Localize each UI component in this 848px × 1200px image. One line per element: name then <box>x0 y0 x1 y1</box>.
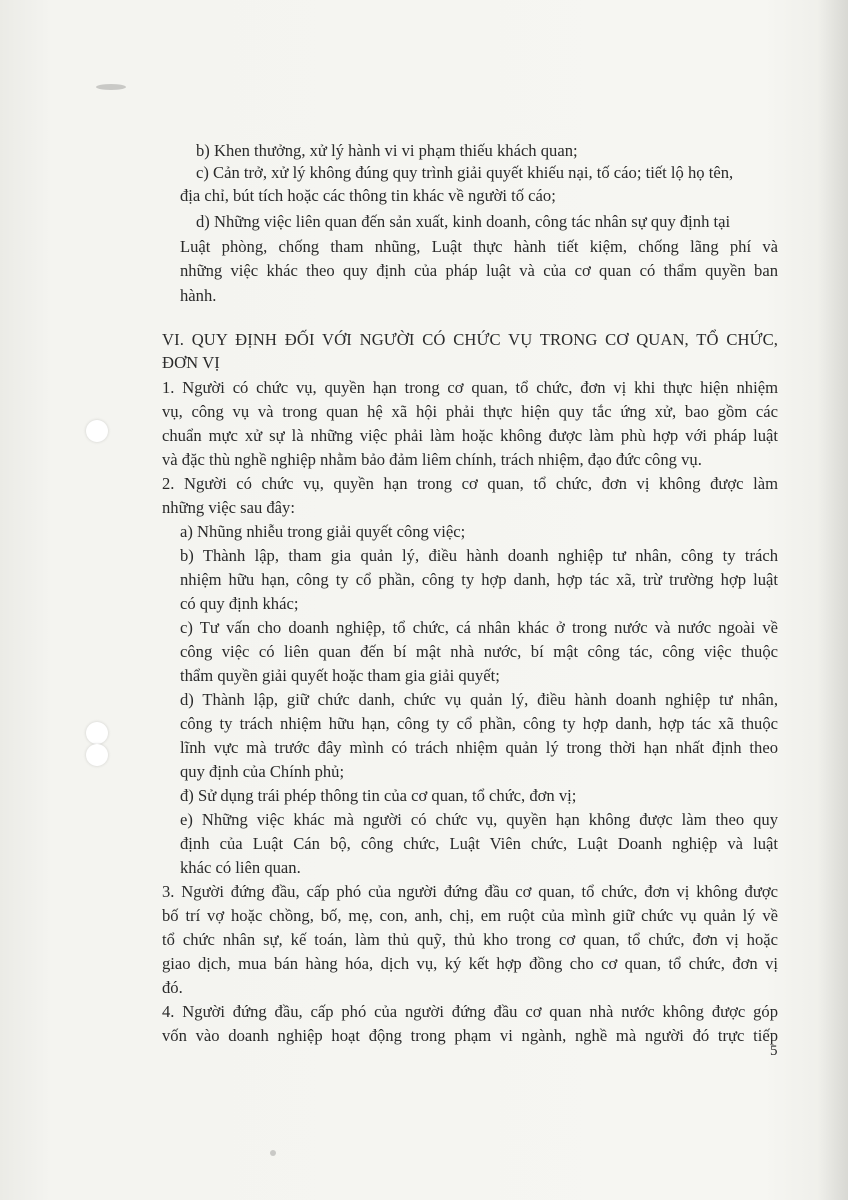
text-line: đó. <box>162 978 183 997</box>
punch-hole <box>86 744 108 766</box>
page-edge-shadow <box>818 0 848 1200</box>
text-line: vốn vào doanh nghiệp hoạt động trong phạm vi ngành, nghề mà người đó trực tiếp <box>162 1026 778 1045</box>
text-line: chuẩn mực xử sự là những việc phải làm hoặc không được làm phù hợp với pháp luật <box>162 426 778 445</box>
text-line: định của Luật Cán bộ, công chức, Luật Viên chức, Luật Doanh nghiệp và luật <box>180 834 778 853</box>
text-line: vụ, công vụ và trong quan hệ xã hội phải thực hiện quy tắc ứng xử, bao gồm các <box>162 402 778 421</box>
text-line: 1. Người có chức vụ, quyền hạn trong cơ quan, tổ chức, đơn vị khi thực hiện nhiệm <box>162 378 778 397</box>
text-line: nhiệm hữu hạn, công ty cổ phần, công ty hợp danh, hợp tác xã, trừ trường hợp luật <box>180 570 778 589</box>
text-line: công việc có liên quan đến bí mật nhà nước, bí mật công tác, công việc thuộc <box>180 642 778 661</box>
text-line: giao dịch, mua bán hàng hóa, dịch vụ, ký kết hợp đồng cho cơ quan, tổ chức, đơn vị <box>162 954 778 973</box>
text-line: và đặc thù nghề nghiệp nhằm bảo đảm liêm chính, trách nhiệm, đạo đức công vụ. <box>162 450 702 469</box>
text-line: có quy định khác; <box>180 594 299 613</box>
punch-hole <box>86 722 108 744</box>
text-line: tổ chức nhân sự, kế toán, làm thủ quỹ, thủ kho trong cơ quan, tổ chức, đơn vị hoặc <box>162 930 778 949</box>
scan-mark <box>96 84 126 90</box>
text-line: d) Những việc liên quan đến sản xuất, kinh doanh, công tác nhân sự quy định tại <box>196 212 731 231</box>
page-number: 5 <box>770 1043 778 1059</box>
text-line: b) Thành lập, tham gia quản lý, điều hành doanh nghiệp tư nhân, công ty trách <box>180 546 778 565</box>
text-line: a) Nhũng nhiễu trong giải quyết công việc; <box>180 522 466 541</box>
text-line: thẩm quyền giải quyết hoặc tham gia giải quyết; <box>180 666 500 685</box>
text-line: Luật phòng, chống tham nhũng, Luật thực hành tiết kiệm, chống lãng phí và <box>180 237 778 256</box>
text-line: địa chỉ, bút tích hoặc các thông tin khác về người tố cáo; <box>180 186 556 205</box>
text-line: 2. Người có chức vụ, quyền hạn trong cơ quan, tổ chức, đơn vị không được làm <box>162 474 778 493</box>
text-line: bố trí vợ hoặc chồng, bố, mẹ, con, anh, chị, em ruột của mình giữ chức vụ quản lý về <box>162 906 778 925</box>
text-line: d) Thành lập, giữ chức danh, chức vụ quản lý, điều hành doanh nghiệp tư nhân, <box>180 690 778 709</box>
section-heading: VI. QUY ĐỊNH ĐỐI VỚI NGƯỜI CÓ CHỨC VỤ TRONG CƠ QUAN, TỔ CHỨC, <box>162 330 778 349</box>
text-line: e) Những việc khác mà người có chức vụ, quyền hạn không được làm theo quy <box>180 810 778 829</box>
text-line: 4. Người đứng đầu, cấp phó của người đứng đầu cơ quan nhà nước không được góp <box>162 1002 778 1021</box>
text-line: b) Khen thưởng, xử lý hành vi vi phạm thiếu khách quan; <box>196 141 578 160</box>
punch-hole <box>86 420 108 442</box>
text-line: c) Tư vấn cho doanh nghiệp, tổ chức, cá nhân khác ở trong nước và nước ngoài về <box>180 618 778 637</box>
text-line: những việc sau đây: <box>162 498 295 517</box>
text-line: những việc khác theo quy định của pháp luật và của cơ quan có thẩm quyền ban <box>180 261 778 280</box>
text-line: công ty trách nhiệm hữu hạn, công ty cổ phần, công ty hợp danh, hợp tác xã thuộc <box>180 714 778 733</box>
text-line: hành. <box>180 286 217 305</box>
text-line: lĩnh vực mà trước đây mình có trách nhiệm quản lý trong thời hạn nhất định theo <box>180 738 778 757</box>
text-line: quy định của Chính phủ; <box>180 762 345 781</box>
text-line: c) Cản trở, xử lý không đúng quy trình giải quyết khiếu nại, tố cáo; tiết lộ họ tên, <box>196 163 734 182</box>
text-line: 3. Người đứng đầu, cấp phó của người đứng đầu cơ quan, tổ chức, đơn vị không được <box>162 882 778 901</box>
text-line: đ) Sử dụng trái phép thông tin của cơ quan, tổ chức, đơn vị; <box>180 786 577 805</box>
scan-mark <box>270 1150 276 1156</box>
section-heading: ĐƠN VỊ <box>162 353 220 372</box>
text-line: khác có liên quan. <box>180 858 301 877</box>
